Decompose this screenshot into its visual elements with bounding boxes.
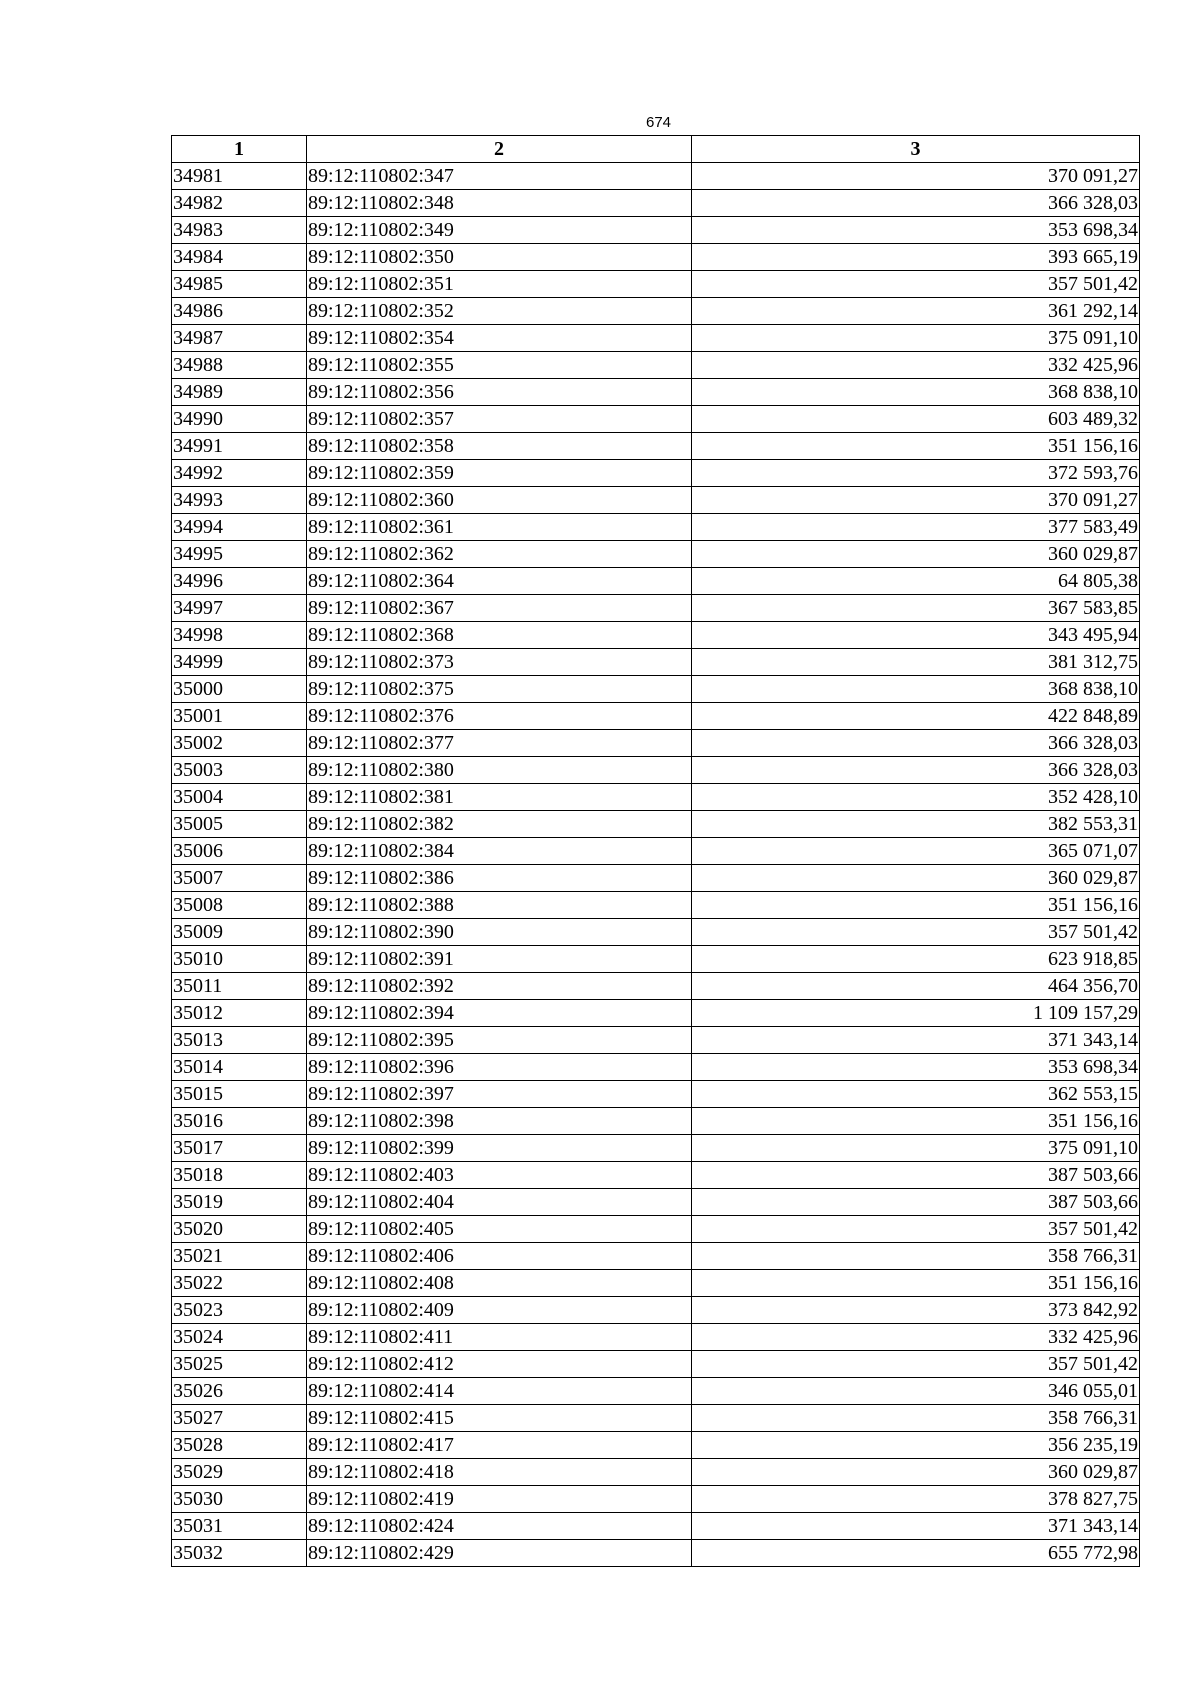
row-number-cell: 35017 [172,1135,307,1162]
row-number-cell: 35025 [172,1351,307,1378]
row-number-cell: 35001 [172,703,307,730]
value-cell: 366 328,03 [692,730,1140,757]
value-cell: 422 848,89 [692,703,1140,730]
row-number-cell: 35009 [172,919,307,946]
row-number-cell: 35018 [172,1162,307,1189]
table-row [172,865,1140,892]
table-row [172,1378,1140,1405]
table-row [172,946,1140,973]
cadastral-number-cell: 89:12:110802:364 [307,568,692,595]
cadastral-number-cell: 89:12:110802:405 [307,1216,692,1243]
row-number-cell: 35002 [172,730,307,757]
row-number-cell: 34992 [172,460,307,487]
table-row [172,1162,1140,1189]
cadastral-number-cell: 89:12:110802:356 [307,379,692,406]
cadastral-number-cell: 89:12:110802:392 [307,973,692,1000]
table-row [172,163,1140,190]
header-row [172,136,1140,163]
value-cell: 373 842,92 [692,1297,1140,1324]
cadastral-number-cell: 89:12:110802:359 [307,460,692,487]
row-number-cell: 34993 [172,487,307,514]
value-cell: 371 343,14 [692,1027,1140,1054]
table-row [172,1513,1140,1540]
cadastral-number-cell: 89:12:110802:415 [307,1405,692,1432]
row-number-cell: 35028 [172,1432,307,1459]
table-row [172,406,1140,433]
value-cell: 378 827,75 [692,1486,1140,1513]
cadastral-number-cell: 89:12:110802:388 [307,892,692,919]
table-row [172,1486,1140,1513]
cadastral-number-cell: 89:12:110802:348 [307,190,692,217]
row-number-cell: 35008 [172,892,307,919]
value-cell: 375 091,10 [692,325,1140,352]
cadastral-number-cell: 89:12:110802:368 [307,622,692,649]
row-number-cell: 35015 [172,1081,307,1108]
value-cell: 357 501,42 [692,1351,1140,1378]
row-number-cell: 34995 [172,541,307,568]
cadastral-number-cell: 89:12:110802:395 [307,1027,692,1054]
row-number-cell: 35005 [172,811,307,838]
table-row [172,433,1140,460]
table-row [172,1054,1140,1081]
row-number-cell: 35023 [172,1297,307,1324]
value-cell: 370 091,27 [692,163,1140,190]
row-number-cell: 35003 [172,757,307,784]
row-number-cell: 34998 [172,622,307,649]
cadastral-number-cell: 89:12:110802:360 [307,487,692,514]
value-cell: 353 698,34 [692,217,1140,244]
cadastral-number-cell: 89:12:110802:398 [307,1108,692,1135]
value-cell: 603 489,32 [692,406,1140,433]
value-cell: 372 593,76 [692,460,1140,487]
cadastral-number-cell: 89:12:110802:418 [307,1459,692,1486]
value-cell: 366 328,03 [692,190,1140,217]
row-number-cell: 34999 [172,649,307,676]
table-row [172,1027,1140,1054]
cadastral-number-cell: 89:12:110802:349 [307,217,692,244]
row-number-cell: 35011 [172,973,307,1000]
cadastral-number-cell: 89:12:110802:419 [307,1486,692,1513]
row-number-cell: 35007 [172,865,307,892]
column-header-2: 2 [307,136,692,163]
row-number-cell: 35022 [172,1270,307,1297]
table-row [172,460,1140,487]
value-cell: 464 356,70 [692,973,1140,1000]
value-cell: 353 698,34 [692,1054,1140,1081]
cadastral-number-cell: 89:12:110802:375 [307,676,692,703]
row-number-cell: 34982 [172,190,307,217]
value-cell: 382 553,31 [692,811,1140,838]
table-row [172,838,1140,865]
table-row [172,487,1140,514]
value-cell: 368 838,10 [692,676,1140,703]
value-cell: 367 583,85 [692,595,1140,622]
value-cell: 64 805,38 [692,568,1140,595]
table-row [172,1351,1140,1378]
value-cell: 351 156,16 [692,1108,1140,1135]
table-row [172,1270,1140,1297]
cadastral-number-cell: 89:12:110802:414 [307,1378,692,1405]
value-cell: 393 665,19 [692,244,1140,271]
row-number-cell: 35004 [172,784,307,811]
table-row [172,352,1140,379]
cadastral-number-cell: 89:12:110802:381 [307,784,692,811]
value-cell: 377 583,49 [692,514,1140,541]
page-number: 674 [645,114,672,131]
table-row [172,1000,1140,1027]
table-row [172,1405,1140,1432]
table-header [172,136,1140,163]
value-cell: 351 156,16 [692,1270,1140,1297]
value-cell: 375 091,10 [692,1135,1140,1162]
table-row [172,298,1140,325]
cadastral-number-cell: 89:12:110802:396 [307,1054,692,1081]
table-row [172,514,1140,541]
row-number-cell: 35021 [172,1243,307,1270]
cadastral-number-cell: 89:12:110802:350 [307,244,692,271]
cadastral-number-cell: 89:12:110802:411 [307,1324,692,1351]
table-row [172,757,1140,784]
row-number-cell: 35016 [172,1108,307,1135]
value-cell: 357 501,42 [692,919,1140,946]
cadastral-number-cell: 89:12:110802:424 [307,1513,692,1540]
table-row [172,730,1140,757]
cadastral-number-cell: 89:12:110802:384 [307,838,692,865]
cadastral-number-cell: 89:12:110802:361 [307,514,692,541]
cadastral-number-cell: 89:12:110802:367 [307,595,692,622]
row-number-cell: 34986 [172,298,307,325]
row-number-cell: 35006 [172,838,307,865]
cadastral-number-cell: 89:12:110802:429 [307,1540,692,1567]
row-number-cell: 34987 [172,325,307,352]
cadastral-number-cell: 89:12:110802:406 [307,1243,692,1270]
value-cell: 366 328,03 [692,757,1140,784]
row-number-cell: 34985 [172,271,307,298]
value-cell: 352 428,10 [692,784,1140,811]
table-row [172,919,1140,946]
table-row [172,1432,1140,1459]
cadastral-number-cell: 89:12:110802:404 [307,1189,692,1216]
row-number-cell: 35029 [172,1459,307,1486]
row-number-cell: 34990 [172,406,307,433]
value-cell: 332 425,96 [692,1324,1140,1351]
row-number-cell: 34991 [172,433,307,460]
cadastral-number-cell: 89:12:110802:409 [307,1297,692,1324]
row-number-cell: 35000 [172,676,307,703]
table-row [172,1297,1140,1324]
table-row [172,1081,1140,1108]
table-row [172,1540,1140,1567]
table-row [172,1216,1140,1243]
table-row [172,892,1140,919]
value-cell: 370 091,27 [692,487,1140,514]
cadastral-number-cell: 89:12:110802:391 [307,946,692,973]
value-cell: 356 235,19 [692,1432,1140,1459]
column-header-3: 3 [692,136,1140,163]
table-row [172,811,1140,838]
row-number-cell: 35013 [172,1027,307,1054]
table-row [172,541,1140,568]
value-cell: 387 503,66 [692,1162,1140,1189]
table-row [172,784,1140,811]
row-number-cell: 34988 [172,352,307,379]
value-cell: 351 156,16 [692,433,1140,460]
table-row [172,244,1140,271]
table-row [172,190,1140,217]
cadastral-number-cell: 89:12:110802:358 [307,433,692,460]
registry-table [171,135,1140,1567]
row-number-cell: 35031 [172,1513,307,1540]
table-row [172,1108,1140,1135]
table-row [172,1243,1140,1270]
value-cell: 1 109 157,29 [692,1000,1140,1027]
table-row [172,325,1140,352]
value-cell: 361 292,14 [692,298,1140,325]
value-cell: 360 029,87 [692,541,1140,568]
table-row [172,676,1140,703]
cadastral-number-cell: 89:12:110802:386 [307,865,692,892]
value-cell: 360 029,87 [692,1459,1140,1486]
table-row [172,217,1140,244]
cadastral-number-cell: 89:12:110802:357 [307,406,692,433]
cadastral-number-cell: 89:12:110802:362 [307,541,692,568]
value-cell: 351 156,16 [692,892,1140,919]
cadastral-number-cell: 89:12:110802:352 [307,298,692,325]
table-body [172,163,1140,1567]
row-number-cell: 34997 [172,595,307,622]
value-cell: 357 501,42 [692,271,1140,298]
table-row [172,649,1140,676]
cadastral-number-cell: 89:12:110802:403 [307,1162,692,1189]
table-row [172,1189,1140,1216]
cadastral-number-cell: 89:12:110802:397 [307,1081,692,1108]
row-number-cell: 34994 [172,514,307,541]
value-cell: 368 838,10 [692,379,1140,406]
row-number-cell: 35030 [172,1486,307,1513]
table-row [172,379,1140,406]
table-row [172,568,1140,595]
value-cell: 343 495,94 [692,622,1140,649]
value-cell: 358 766,31 [692,1243,1140,1270]
value-cell: 358 766,31 [692,1405,1140,1432]
cadastral-number-cell: 89:12:110802:390 [307,919,692,946]
cadastral-number-cell: 89:12:110802:351 [307,271,692,298]
row-number-cell: 35012 [172,1000,307,1027]
table-row [172,1135,1140,1162]
value-cell: 365 071,07 [692,838,1140,865]
row-number-cell: 34981 [172,163,307,190]
cadastral-number-cell: 89:12:110802:408 [307,1270,692,1297]
cadastral-number-cell: 89:12:110802:399 [307,1135,692,1162]
cadastral-number-cell: 89:12:110802:394 [307,1000,692,1027]
cadastral-number-cell: 89:12:110802:417 [307,1432,692,1459]
cadastral-number-cell: 89:12:110802:382 [307,811,692,838]
table-row [172,622,1140,649]
cadastral-number-cell: 89:12:110802:376 [307,703,692,730]
row-number-cell: 35032 [172,1540,307,1567]
value-cell: 357 501,42 [692,1216,1140,1243]
row-number-cell: 34984 [172,244,307,271]
row-number-cell: 35019 [172,1189,307,1216]
row-number-cell: 35027 [172,1405,307,1432]
value-cell: 387 503,66 [692,1189,1140,1216]
cadastral-number-cell: 89:12:110802:373 [307,649,692,676]
value-cell: 623 918,85 [692,946,1140,973]
table-row [172,1324,1140,1351]
table-row [172,271,1140,298]
cadastral-number-cell: 89:12:110802:355 [307,352,692,379]
row-number-cell: 34996 [172,568,307,595]
value-cell: 381 312,75 [692,649,1140,676]
value-cell: 332 425,96 [692,352,1140,379]
table-row [172,703,1140,730]
cadastral-number-cell: 89:12:110802:347 [307,163,692,190]
cadastral-number-cell: 89:12:110802:377 [307,730,692,757]
value-cell: 362 553,15 [692,1081,1140,1108]
column-header-1: 1 [172,136,307,163]
cadastral-number-cell: 89:12:110802:412 [307,1351,692,1378]
row-number-cell: 35024 [172,1324,307,1351]
row-number-cell: 35014 [172,1054,307,1081]
value-cell: 371 343,14 [692,1513,1140,1540]
table-row [172,1459,1140,1486]
value-cell: 655 772,98 [692,1540,1140,1567]
row-number-cell: 34983 [172,217,307,244]
table-row [172,595,1140,622]
row-number-cell: 35010 [172,946,307,973]
row-number-cell: 35020 [172,1216,307,1243]
value-cell: 346 055,01 [692,1378,1140,1405]
row-number-cell: 35026 [172,1378,307,1405]
cadastral-number-cell: 89:12:110802:380 [307,757,692,784]
row-number-cell: 34989 [172,379,307,406]
value-cell: 360 029,87 [692,865,1140,892]
cadastral-number-cell: 89:12:110802:354 [307,325,692,352]
table-row [172,973,1140,1000]
